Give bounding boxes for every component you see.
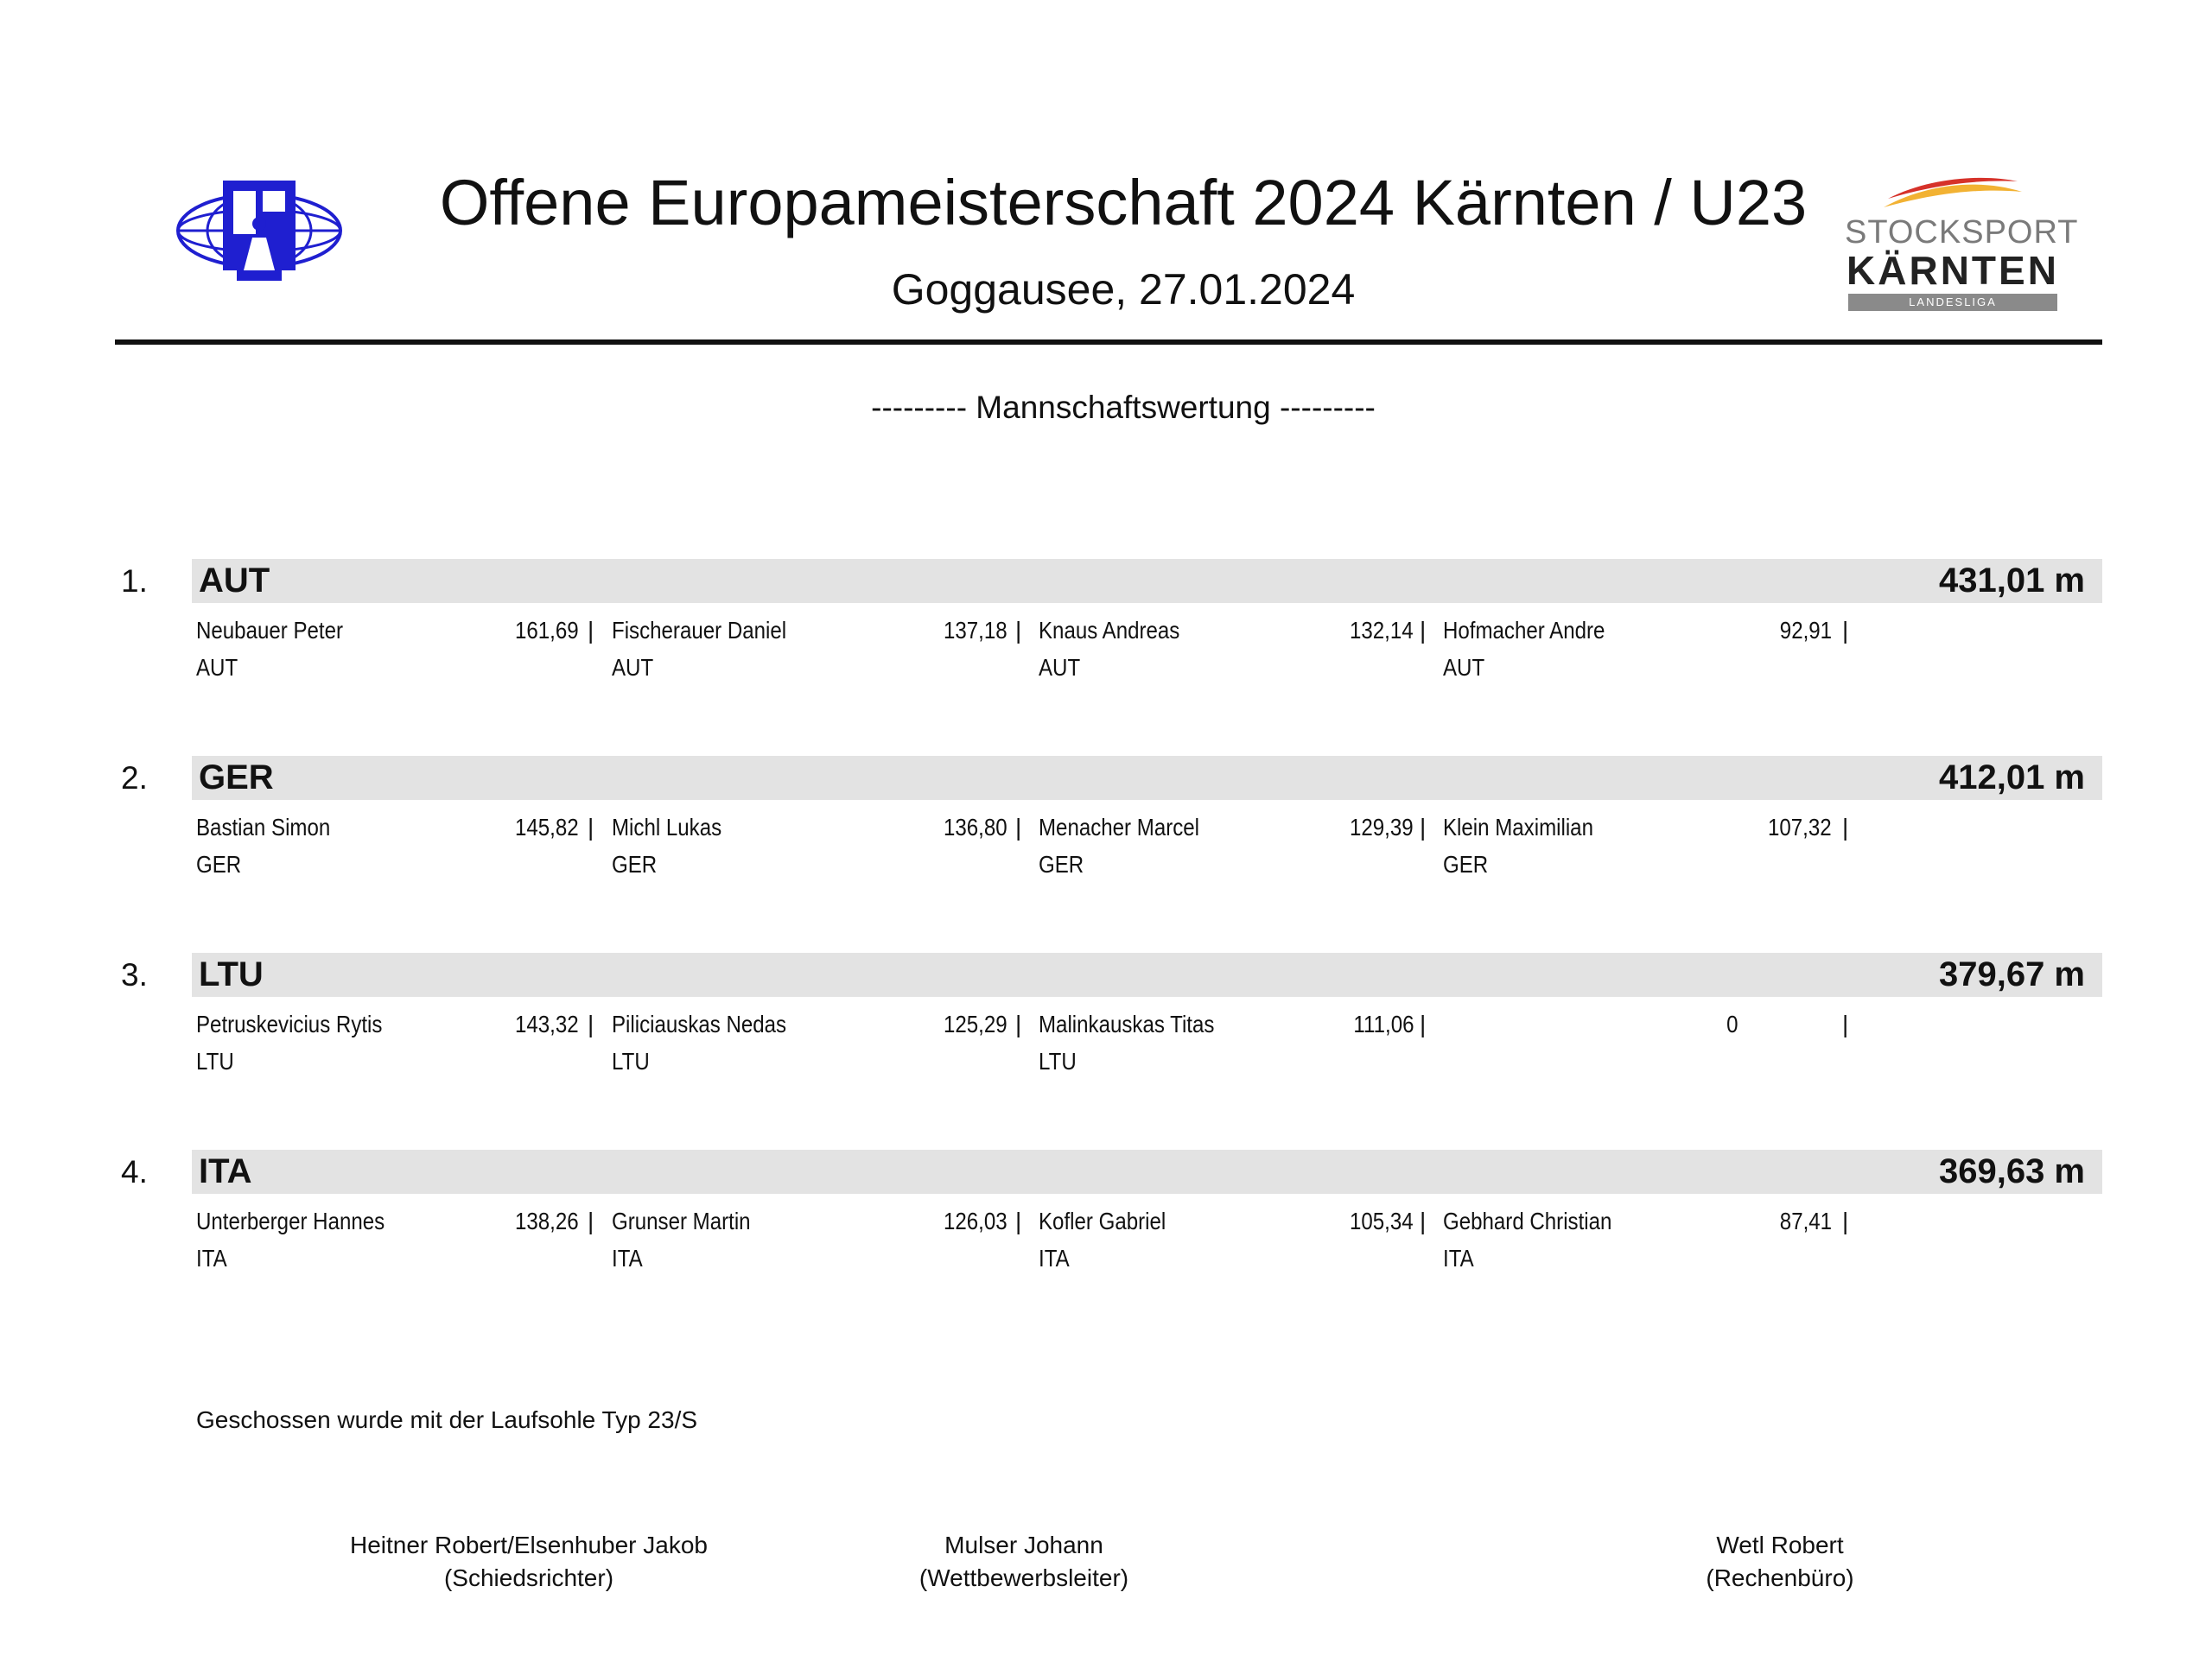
score-separator: | (1015, 1208, 1022, 1234)
player-nation: AUT (196, 654, 238, 681)
player-nation: ITA (612, 1245, 643, 1272)
team-block-1 (0, 559, 2212, 732)
player-name: Klein Maximilian (1443, 814, 1593, 841)
player-name: Malinkauskas Titas (1039, 1011, 1215, 1037)
team-block-3 (0, 953, 2212, 1126)
federation-logo (173, 177, 346, 289)
player-nation: AUT (612, 654, 654, 681)
player-score: 138,26 (515, 1208, 579, 1234)
player-nation: GER (612, 851, 658, 878)
score-separator: | (1420, 1011, 1427, 1037)
player-nation: LTU (196, 1048, 234, 1075)
header-divider (115, 339, 2102, 345)
team-rank: 1. (121, 563, 148, 599)
player-nation: LTU (612, 1048, 650, 1075)
footer-note: Geschossen wurde mit der Laufsohle Typ 23/S (196, 1406, 698, 1433)
player-nation: LTU (1039, 1048, 1077, 1075)
team-total: 431,01 m (1938, 562, 2085, 600)
player-nation: GER (1039, 851, 1084, 878)
player-name: Hofmacher Andre (1443, 617, 1605, 644)
player-name: Petruskevicius Rytis (196, 1011, 383, 1037)
team-rank: 4. (121, 1154, 148, 1190)
team-block-4 (0, 1150, 2212, 1323)
player-score: 111,06 (1352, 1011, 1414, 1037)
score-separator: | (1420, 617, 1427, 644)
team-total: 379,67 m (1938, 955, 2085, 993)
team-code: LTU (199, 955, 264, 993)
signature-role: (Schiedsrichter) (443, 1564, 614, 1591)
player-score: 143,32 (515, 1011, 579, 1037)
logo-line-stocksport: STOCKSPORT (1845, 214, 2079, 251)
team-rank: 2. (121, 760, 148, 796)
player-score: 126,03 (944, 1208, 1007, 1234)
score-separator: | (1015, 617, 1022, 644)
player-name: Michl Lukas (612, 814, 722, 841)
team-header-bar (192, 953, 2102, 997)
player-score: 137,18 (944, 617, 1007, 644)
logo-line-landesliga: LANDESLIGA (1848, 294, 2057, 311)
score-separator: | (1015, 814, 1022, 841)
section-title: --------- Mannschaftswertung --------- (871, 390, 1376, 425)
player-score: 0 (1726, 1011, 1738, 1037)
team-header-bar (192, 1150, 2102, 1194)
player-nation: GER (196, 851, 242, 878)
player-score: 92,91 (1779, 617, 1832, 644)
signature-name: Heitner Robert/Elsenhuber Jakob (349, 1532, 708, 1558)
player-score: 132,14 (1350, 617, 1414, 644)
signature-role: (Wettbewerbsleiter) (918, 1564, 1129, 1591)
team-header-bar (192, 559, 2102, 603)
signature-calculation-office (1521, 1529, 2039, 1595)
team-block-2 (0, 756, 2212, 929)
player-name: Kofler Gabriel (1039, 1208, 1166, 1234)
score-separator: | (588, 1208, 594, 1234)
player-score: 145,82 (515, 814, 579, 841)
score-separator: | (1842, 1011, 1849, 1037)
team-code: AUT (199, 562, 270, 600)
player-score: 161,69 (515, 617, 579, 644)
signature-name: Wetl Robert (1716, 1532, 1844, 1558)
score-separator: | (1420, 814, 1427, 841)
score-separator: | (588, 814, 594, 841)
team-rank: 3. (121, 957, 148, 993)
player-nation: AUT (1443, 654, 1485, 681)
player-name: Menacher Marcel (1039, 814, 1200, 841)
player-nation: GER (1443, 851, 1489, 878)
team-header-bar (192, 756, 2102, 800)
score-separator: | (1842, 617, 1849, 644)
player-name: Unterberger Hannes (196, 1208, 385, 1234)
player-nation: ITA (1443, 1245, 1474, 1272)
signature-role: (Rechenbüro) (1706, 1564, 1854, 1591)
team-total: 412,01 m (1938, 758, 2085, 796)
player-nation: ITA (196, 1245, 227, 1272)
team-code: ITA (199, 1152, 252, 1190)
player-score: 129,39 (1350, 814, 1414, 841)
score-separator: | (588, 617, 594, 644)
score-separator: | (1420, 1208, 1427, 1234)
player-nation: ITA (1039, 1245, 1070, 1272)
player-score: 107,32 (1768, 814, 1832, 841)
team-total: 369,63 m (1938, 1152, 2085, 1190)
page-title: Offene Europameisterschaft 2024 Kärnten / U23 (439, 167, 1808, 238)
player-name: Gebhard Christian (1443, 1208, 1612, 1234)
score-separator: | (1015, 1011, 1022, 1037)
player-name: Neubauer Peter (196, 617, 344, 644)
player-score: 87,41 (1779, 1208, 1832, 1234)
team-code: GER (199, 758, 274, 796)
score-separator: | (588, 1011, 594, 1037)
score-separator: | (1842, 1208, 1849, 1234)
player-nation: AUT (1039, 654, 1081, 681)
page-subtitle: Goggausee, 27.01.2024 (891, 265, 1356, 314)
player-score: 125,29 (944, 1011, 1007, 1037)
score-separator: | (1842, 814, 1849, 841)
player-name: Bastian Simon (196, 814, 331, 841)
player-name: Knaus Andreas (1039, 617, 1180, 644)
player-score: 136,80 (944, 814, 1007, 841)
player-name: Fischerauer Daniel (612, 617, 787, 644)
swoosh-icon (1879, 173, 2026, 216)
signature-name: Mulser Johann (944, 1532, 1103, 1558)
logo-line-kaernten: KÄRNTEN (1847, 248, 2059, 293)
signature-referee (270, 1529, 788, 1595)
player-name: Piliciauskas Nedas (612, 1011, 787, 1037)
player-name: Grunser Martin (612, 1208, 751, 1234)
signature-competition-manager (765, 1529, 1283, 1595)
player-score: 105,34 (1350, 1208, 1414, 1234)
